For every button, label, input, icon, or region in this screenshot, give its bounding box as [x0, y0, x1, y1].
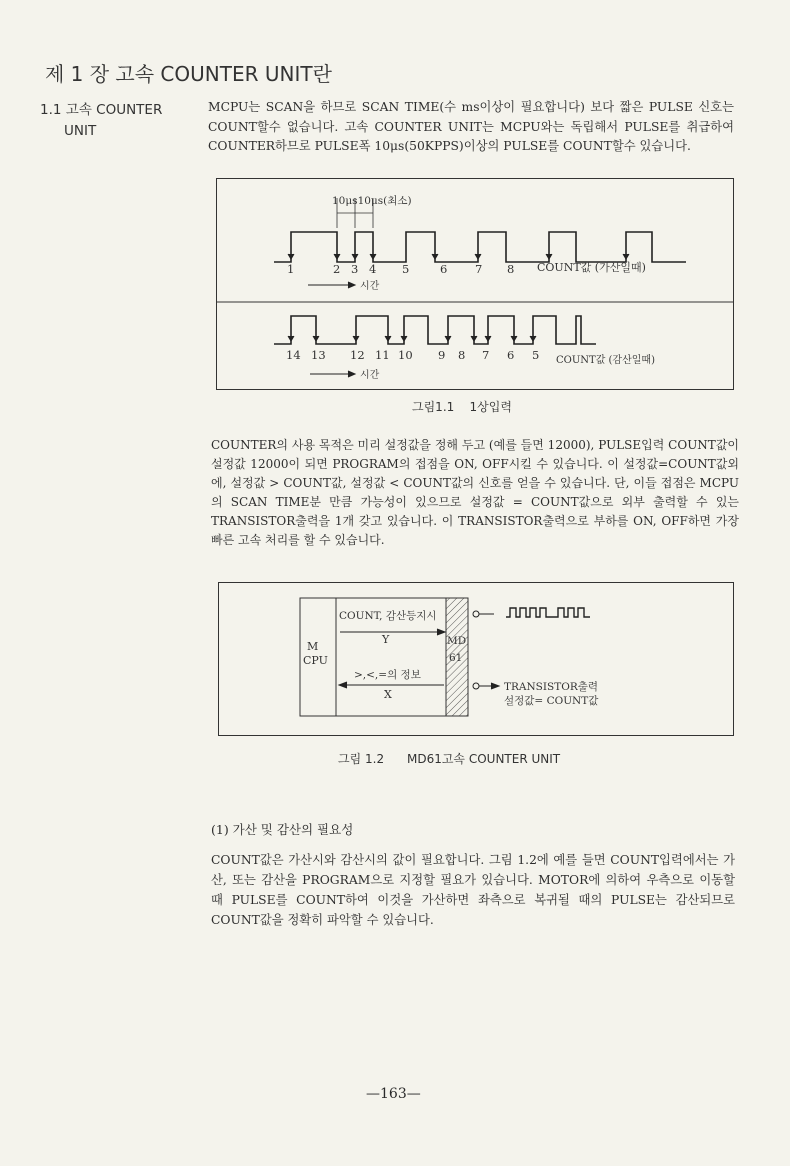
signal-y-label: Y [382, 633, 390, 646]
up-count-label: COUNT값 (가산일때) [537, 261, 646, 274]
up-count-4: 4 [369, 262, 377, 276]
up-count-2: 2 [333, 262, 341, 276]
down-count-waveform [274, 316, 596, 344]
up-count-3: 3 [351, 262, 359, 276]
signal-x-label: X [384, 688, 392, 701]
add-subtract-paragraph: COUNT값은 가산시와 감산시의 값이 필요합니다. 그림 1.2에 예를 들면 COUNT입력에서는 가산, 또는 감산을 PROGRAM으로 지정할 필요가 있습니다. MOTOR에 의하여 우측으로 이동할 때 PULSE를 COUNT하여 이것을 가산하면 좌측으로 복귀될 때의 PULSE는 감산되므로 COUNT값을 정확히 파악할 수 있습니다. [211, 853, 735, 927]
down-count-label: COUNT값 (감산일때) [556, 355, 655, 366]
figure-1-1-caption: 그림1.1 1상입력 [412, 400, 512, 414]
output-label-2: 설정값= COUNT값 [504, 695, 599, 707]
timing-label: 10μs10μs(최소) [332, 195, 412, 207]
up-count-8: 8 [507, 262, 515, 276]
module-label-md: MD [447, 635, 467, 647]
up-count-arrows [288, 240, 629, 259]
output-label-1: TRANSISTOR출력 [504, 681, 599, 693]
up-count-1: 1 [287, 262, 295, 276]
figure-1-2-block-diagram [218, 582, 734, 736]
page-number: —163— [366, 1086, 421, 1102]
down-count-13: 13 [311, 348, 326, 362]
time-arrow-top [308, 282, 355, 288]
arrow-to-module [340, 629, 445, 635]
figure-1-2-caption: 그림 1.2 MD61고속 COUNTER UNIT [338, 752, 561, 766]
down-count-8: 8 [458, 348, 466, 362]
up-count-5: 5 [402, 262, 410, 276]
down-count-7: 7 [482, 348, 490, 362]
signal-top-label: COUNT, 감산등지시 [339, 610, 437, 622]
module-label-61: 61 [449, 652, 463, 664]
down-count-11: 11 [375, 348, 390, 362]
time-arrow-bottom [310, 371, 355, 377]
up-count-7: 7 [475, 262, 483, 276]
down-count-9: 9 [438, 348, 446, 362]
subsection-heading: (1) 가산 및 감산의 필요성 [211, 822, 354, 837]
cpu-label-m: M [307, 640, 319, 653]
down-count-arrows [288, 322, 536, 341]
time-label-top: 시간 [360, 281, 380, 292]
up-count-6: 6 [440, 262, 448, 276]
chapter-title: 제 1 장 고속 COUNTER UNIT란 [45, 62, 332, 86]
down-count-5: 5 [532, 348, 540, 362]
up-count-labels [287, 262, 514, 276]
figure-1-1-pulse-diagram [216, 178, 734, 390]
pulse-input [473, 608, 590, 617]
down-count-10: 10 [398, 348, 413, 362]
intro-paragraph: MCPU는 SCAN을 하므로 SCAN TIME(수 ms이상이 필요합니다) 보다 짧은 PULSE 신호는 COUNT할수 없습니다. 고속 COUNTER UNIT는 MCPU와는 독립해서 PULSE를 취급하여 COUNTER하므로 PULSE폭 10μs(50KPPS)이상의 PULSE를 COUNT할수 있습니다. [208, 100, 734, 153]
down-count-6: 6 [507, 348, 515, 362]
counter-purpose-paragraph: COUNTER의 사용 목적은 미리 설정값을 정해 두고 (예를 들면 12000), PULSE입력 COUNT값이 설정값 12000이 되면 PROGRAM의 접점을 ON, OFF시킬 수 있습니다. 이 설정값=COUNT값외에, 설정값 > COUNT값, 설정값 < COUNT값의 신호를 얻을 수 있습니다. 단, 이들 접점은 MCPU의 SCAN TIME분 만큼 가능성이 있으므로 설정값 = COUNT값으로 외부 출력할 수 있는 TRANSISTOR출력을 1개 갖고 있습니다. 이 TRANSISTOR출력으로 부하를 ON, OFF하면 가장 빠른 고속 처리를 할 수 있습니다. [211, 438, 739, 547]
down-count-12: 12 [350, 348, 365, 362]
section-number: 1.1 [40, 102, 62, 118]
cpu-label-cpu: CPU [303, 654, 328, 667]
output-arrow [473, 683, 499, 689]
signal-bottom-label: >,<,=의 정보 [354, 669, 421, 681]
down-count-labels [286, 348, 539, 362]
section-title-line2: UNIT [64, 123, 97, 139]
section-title-line1: 고속 COUNTER [65, 102, 163, 118]
section-heading [40, 100, 190, 142]
down-count-14: 14 [286, 348, 301, 362]
time-label-bottom: 시간 [360, 370, 380, 381]
figure-1-2-frame [219, 583, 734, 736]
